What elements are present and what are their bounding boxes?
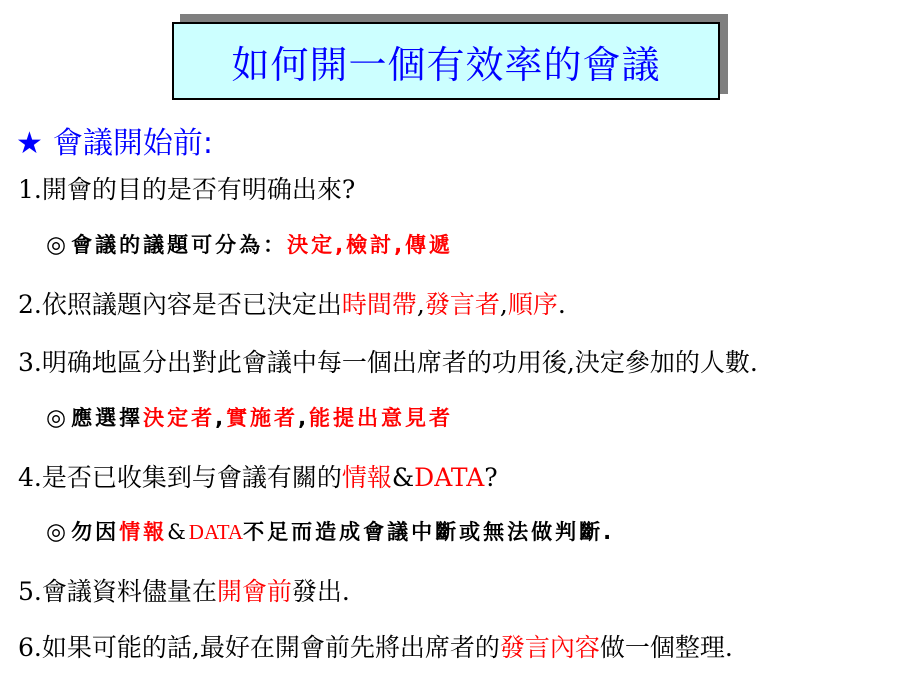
sub-item-text: 應選擇 — [71, 406, 144, 430]
title-box — [172, 22, 720, 100]
sub-item-3 — [46, 402, 453, 432]
sub-item-4 — [46, 516, 614, 546]
list-item-6 — [18, 628, 733, 664]
item-number: 5. — [18, 577, 42, 606]
list-item-1 — [18, 170, 355, 206]
item-text-3: 做一個整理 — [599, 633, 725, 662]
item-number: 1. — [18, 175, 42, 204]
highlight-text: 檢討 — [346, 233, 395, 257]
sub-item-text: 勿因 — [71, 520, 120, 544]
item-end: . — [749, 348, 758, 377]
item-text-2: 發出 — [291, 577, 342, 606]
double-circle-icon: ◎ — [46, 519, 70, 545]
star-icon: ★ — [16, 126, 43, 161]
separator: , — [499, 290, 508, 319]
highlight-text: 實施者 — [226, 406, 299, 430]
highlight-text: 情報 — [341, 463, 392, 492]
item-text: 依照議題內容是否已決定出 — [41, 290, 342, 319]
item-number: 2. — [18, 290, 42, 319]
sub-item-text: 會議的議題可分為： — [71, 233, 288, 257]
list-item-4 — [18, 458, 498, 494]
item-end: . — [724, 633, 733, 662]
highlight-text: DATA — [188, 520, 244, 544]
item-text: 是否已收集到与會議有關的 — [41, 463, 342, 492]
item-text-2: 決定參加的人數 — [574, 348, 750, 377]
double-circle-icon: ◎ — [46, 405, 70, 431]
sub-item-1 — [46, 229, 453, 259]
list-item-2 — [18, 285, 566, 321]
separator: , — [215, 406, 227, 430]
item-text: 會議資料儘量在 — [41, 577, 217, 606]
item-end: . — [557, 290, 566, 319]
double-circle-icon: ◎ — [46, 232, 70, 258]
highlight-text: 決定者 — [143, 406, 216, 430]
list-item-5 — [18, 572, 350, 608]
highlight-text: 開會前 — [216, 577, 292, 606]
section-heading-text: 會議開始前: — [52, 126, 214, 161]
highlight-text: 決定 — [287, 233, 336, 257]
separator: , — [191, 633, 200, 662]
highlight-text: 情報 — [119, 520, 168, 544]
item-number: 4. — [18, 463, 42, 492]
ampersand: & — [391, 463, 415, 492]
item-text: 明确地區分出對此會議中每一個出席者的功用後 — [41, 348, 567, 377]
page-title: 如何開一個有效率的會議 — [231, 42, 661, 87]
highlight-text: 發言者 — [424, 290, 500, 319]
section-heading — [16, 118, 213, 162]
separator: , — [335, 233, 347, 257]
item-text-2: 最好在開會前先將出席者的 — [199, 633, 500, 662]
list-item-3 — [18, 343, 758, 379]
separator: , — [298, 406, 310, 430]
separator: , — [416, 290, 425, 319]
ampersand: & — [167, 520, 189, 544]
item-end: ? — [484, 463, 498, 492]
highlight-text: DATA — [414, 463, 485, 492]
item-number: 6. — [18, 633, 42, 662]
sub-item-text-2: 不足而造成會議中斷或無法做判斷 — [243, 520, 604, 544]
item-end: . — [603, 520, 615, 544]
separator: , — [394, 233, 406, 257]
item-end: . — [341, 577, 350, 606]
item-number: 3. — [18, 348, 42, 377]
highlight-text: 傳遞 — [405, 233, 454, 257]
item-text: 如果可能的話 — [41, 633, 192, 662]
separator: , — [566, 348, 575, 377]
highlight-text: 發言內容 — [499, 633, 600, 662]
highlight-text: 時間帶 — [341, 290, 417, 319]
item-end: ? — [341, 175, 356, 204]
highlight-text: 能提出意見者 — [309, 406, 454, 430]
item-text: 開會的目的是否有明确出來 — [41, 175, 342, 204]
highlight-text: 順序 — [507, 290, 558, 319]
